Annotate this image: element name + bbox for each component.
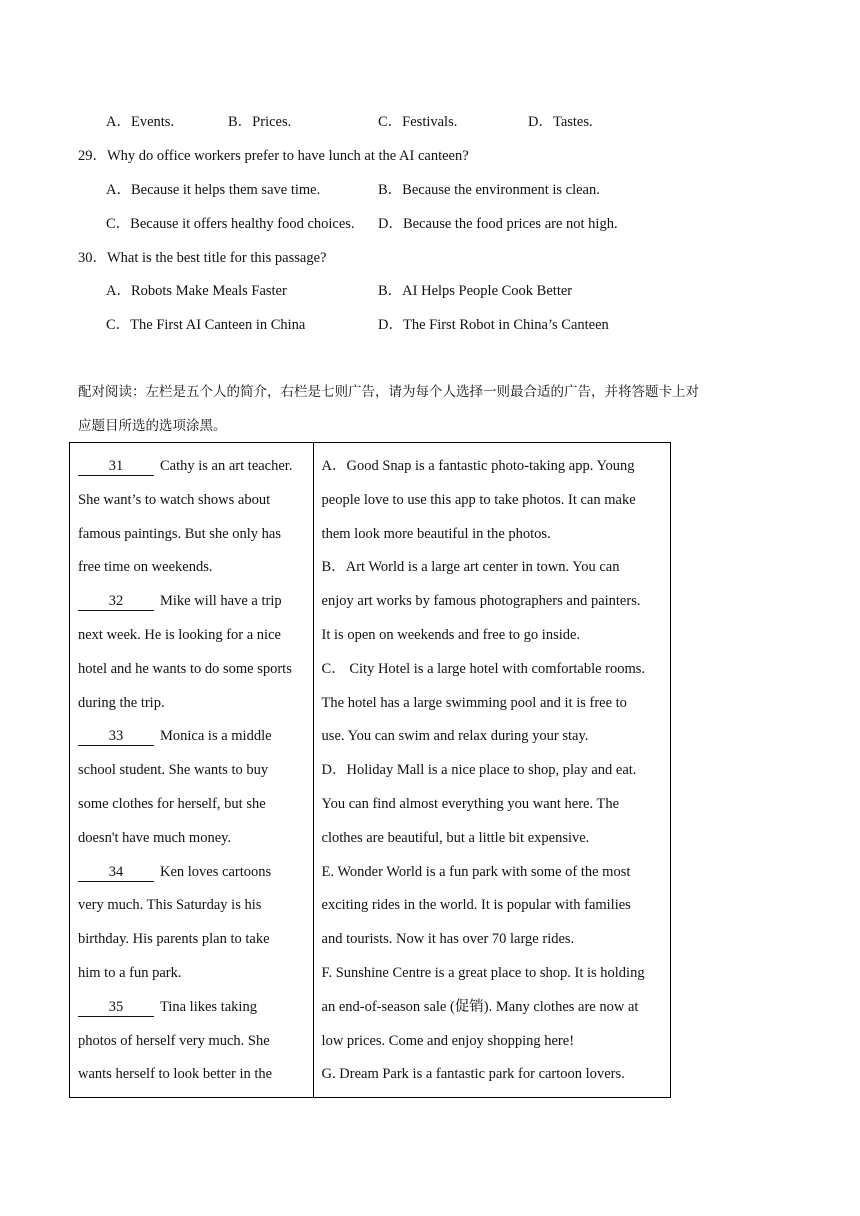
matching-instructions-line1: 配对阅读：左栏是五个人的简介，右栏是七则广告，请为每个人选择一则最合适的广告，并将答题卡上对 (78, 384, 699, 400)
person-31-line4: free time on weekends. (78, 559, 213, 576)
ad-d-line1: D．Holiday Mall is a nice place to shop, play and eat. (321, 762, 637, 779)
matching-instructions (78, 375, 788, 443)
q30-stem: 30．What is the best title for this passage? (78, 250, 327, 266)
ad-c-line1: C． City Hotel is a large hotel with comfortable rooms. (321, 660, 646, 677)
person-31-line2: She want’s to watch shows about (78, 491, 271, 508)
ad-c-line2: The hotel has a large swimming pool and it is free to (321, 694, 627, 711)
person-33-line3: some clothes for herself, but she (78, 795, 266, 812)
ad-a-line2: people love to use this app to take photos. It can make (321, 491, 636, 508)
ad-f-line3: low prices. Come and enjoy shopping here! (321, 1032, 575, 1049)
answer-blank-31[interactable]: 31 (78, 457, 154, 476)
person-32-line1: 32 Mike will have a trip (78, 585, 313, 619)
person-35-line3: wants herself to look better in the (78, 1066, 273, 1083)
q30-options-row1 (0, 281, 860, 301)
matching-table (69, 442, 671, 1098)
q29-option-a[interactable]: A．Because it helps them save time. (106, 182, 321, 198)
ad-b-line2: enjoy art works by famous photographers and painters. (321, 593, 641, 610)
q30-options-row2 (0, 315, 860, 335)
answer-blank-35[interactable]: 35 (78, 998, 154, 1017)
q29-options-row1 (0, 180, 860, 200)
answer-blank-33[interactable]: 33 (78, 727, 154, 746)
q30-option-b[interactable]: B．AI Helps People Cook Better (378, 283, 573, 299)
q29-option-c[interactable]: C．Because it offers healthy food choices. (106, 216, 355, 232)
ad-e-line1: E. Wonder World is a fun park with some of the most (321, 863, 631, 880)
ad-f-line2: an end-of-season sale (促销). Many clothes are now at (321, 998, 639, 1015)
ad-e-line3: and tourists. Now it has over 70 large rides. (321, 931, 575, 948)
ad-f-line1: F. Sunshine Centre is a great place to shop. It is holding (321, 964, 645, 981)
person-32-line2: next week. He is looking for a nice (78, 626, 281, 643)
q28-option-d[interactable]: D．Tastes. (528, 114, 593, 130)
q28-option-b[interactable]: B．Prices. (228, 114, 292, 130)
person-32-line4: during the trip. (78, 694, 165, 711)
q28-options (0, 112, 860, 132)
person-33-line4: doesn't have much money. (78, 829, 232, 846)
ad-e-line2: exciting rides in the world. It is popular with families (321, 897, 631, 914)
q28-option-a[interactable]: A．Events. (106, 114, 175, 130)
answer-blank-34[interactable]: 34 (78, 863, 154, 882)
person-35-line2: photos of herself very much. She (78, 1032, 270, 1049)
q30-option-c[interactable]: C．The First AI Canteen in China (106, 317, 306, 333)
person-34-line2: very much. This Saturday is his (78, 897, 262, 914)
ad-c-line3: use. You can swim and relax during your stay. (321, 728, 589, 745)
ad-g-line1: G. Dream Park is a fantastic park for cartoon lovers. (321, 1066, 625, 1083)
person-32-line3: hotel and he wants to do some sports (78, 660, 292, 677)
person-34-line3: birthday. His parents plan to take (78, 931, 270, 948)
q30-option-d[interactable]: D．The First Robot in China’s Canteen (378, 317, 609, 333)
person-34-line4: him to a fun park. (78, 964, 182, 981)
ad-a-line3: them look more beautiful in the photos. (321, 525, 551, 542)
ad-d-line3: clothes are beautiful, but a little bit expensive. (321, 829, 590, 846)
ad-d-line2: You can find almost everything you want here. The (321, 795, 620, 812)
person-34-line1: 34 Ken loves cartoons (78, 856, 313, 890)
ad-b-line1: B．Art World is a large art center in town. You can (321, 559, 620, 576)
ad-b-line3: It is open on weekends and free to go inside. (321, 626, 581, 643)
q29-options-row2 (0, 214, 860, 234)
q29-option-b[interactable]: B．Because the environment is clean. (378, 182, 600, 198)
q29-stem: 29．Why do office workers prefer to have lunch at the AI canteen? (78, 148, 469, 164)
q28-option-c[interactable]: C．Festivals. (378, 114, 458, 130)
person-35-line1: 35 Tina likes taking (78, 991, 313, 1025)
people-column (70, 443, 314, 1098)
answer-blank-32[interactable]: 32 (78, 592, 154, 611)
person-33-line1: 33 Monica is a middle (78, 720, 313, 754)
ads-column (313, 443, 670, 1098)
person-33-line2: school student. She wants to buy (78, 762, 269, 779)
person-31-line3: famous paintings. But she only has (78, 525, 281, 542)
q29-option-d[interactable]: D．Because the food prices are not high. (378, 216, 618, 232)
person-31-line1: 31 Cathy is an art teacher. (78, 450, 313, 484)
q30-option-a[interactable]: A．Robots Make Meals Faster (106, 283, 287, 299)
matching-instructions-line2: 应题目所选的选项涂黑。 (78, 418, 227, 434)
ad-a-line1: A．Good Snap is a fantastic photo-taking app. Young (321, 458, 635, 474)
